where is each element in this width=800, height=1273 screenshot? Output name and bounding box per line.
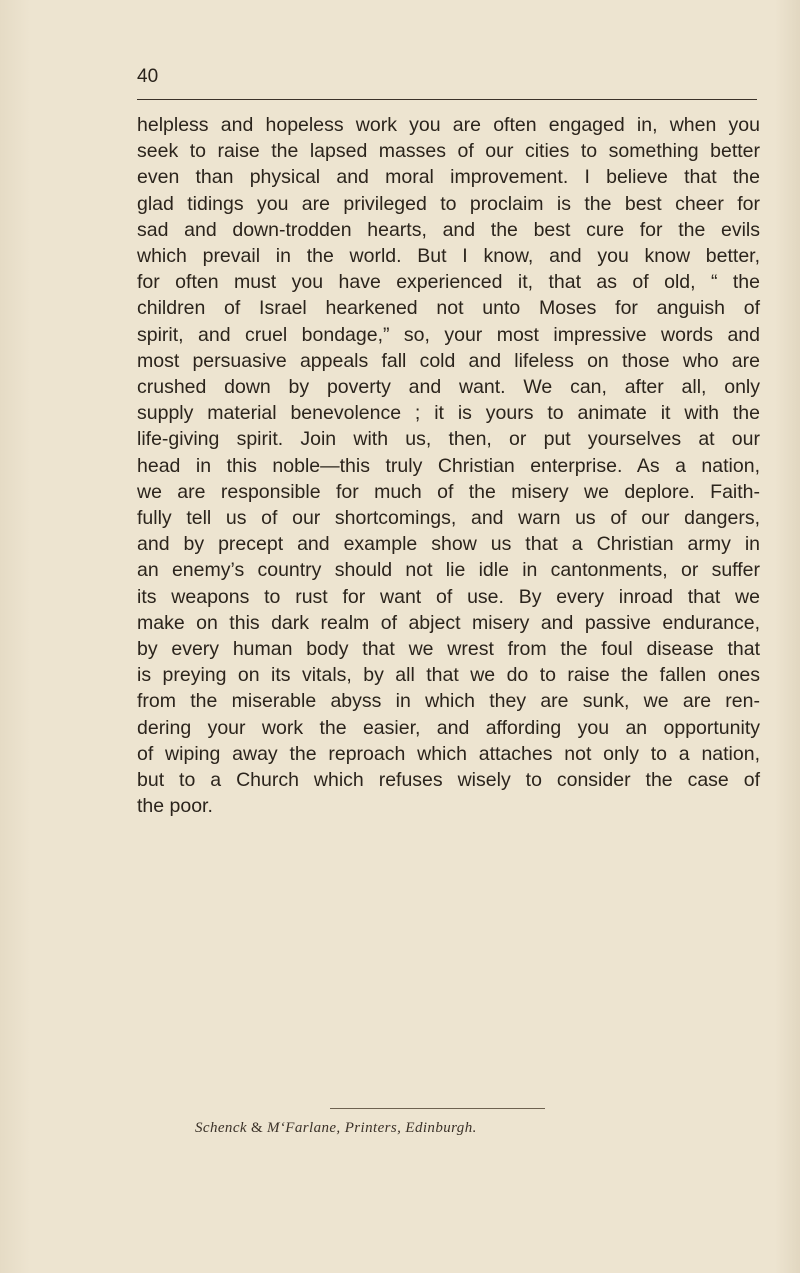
text-line: seek to raise the lapsed masses of our cities to something better — [137, 140, 760, 163]
text-line: an enemy’s country should not lie idle in cantonments, or suffer — [137, 559, 760, 582]
text-line: make on this dark realm of abject misery and passive endurance, — [137, 611, 760, 634]
text-line: the poor. — [137, 795, 213, 818]
text-line: glad tidings you are privileged to proclaim is the best cheer for — [137, 192, 760, 215]
text-line: helpless and hopeless work you are often engaged in, when you — [137, 114, 760, 136]
text-line: supply material benevolence ; it is yours to animate it with the — [137, 402, 760, 425]
body-paragraph — [137, 112, 760, 819]
imprint-name: Schenck — [195, 1120, 247, 1136]
text-line: dering your work the easier, and affording you an opportunity — [137, 716, 760, 739]
page-number: 40 — [137, 66, 159, 87]
text-line: head in this noble—this truly Christian enterprise. As a nation, — [137, 454, 760, 477]
text-line: we are responsible for much of the misery we deplore. Faith- — [137, 480, 760, 503]
text-line: children of Israel hearkened not unto Moses for anguish of — [137, 297, 760, 320]
text-line: for often must you have experienced it, that as of old, “ the — [137, 271, 760, 294]
imprint-rest: M‘Farlane, Printers, Edinburgh. — [267, 1120, 477, 1136]
footer-rule — [330, 1108, 545, 1109]
text-line: sad and down-trodden hearts, and the best cure for the evils — [137, 218, 760, 241]
text-line: and by precept and example show us that a Christian army in — [137, 533, 760, 556]
text-line: but to a Church which refuses wisely to consider the case of — [137, 769, 760, 792]
header-rule — [137, 99, 757, 100]
text-line: spirit, and cruel bondage,” so, your most impressive words and — [137, 323, 760, 346]
text-line: most persuasive appeals fall cold and lifeless on those who are — [137, 349, 760, 372]
text-line: fully tell us of our shortcomings, and warn us of our dangers, — [137, 507, 760, 530]
imprint-ampersand: & — [250, 1120, 264, 1136]
text-line: is preying on its vitals, by all that we do to raise the fallen ones — [137, 664, 760, 687]
text-line: crushed down by poverty and want. We can, after all, only — [137, 376, 760, 399]
text-line: which prevail in the world. But I know, and you know better, — [137, 245, 760, 268]
text-line: by every human body that we wrest from the foul disease that — [137, 638, 760, 661]
text-line: its weapons to rust for want of use. By every inroad that we — [137, 585, 760, 608]
printer-imprint — [195, 1120, 477, 1137]
text-line: even than physical and moral improvement. I believe that the — [137, 166, 760, 189]
text-line: of wiping away the reproach which attaches not only to a nation, — [137, 742, 760, 765]
text-line: life-giving spirit. Join with us, then, or put yourselves at our — [137, 428, 760, 451]
text-line: from the miserable abyss in which they are sunk, we are ren- — [137, 690, 760, 713]
